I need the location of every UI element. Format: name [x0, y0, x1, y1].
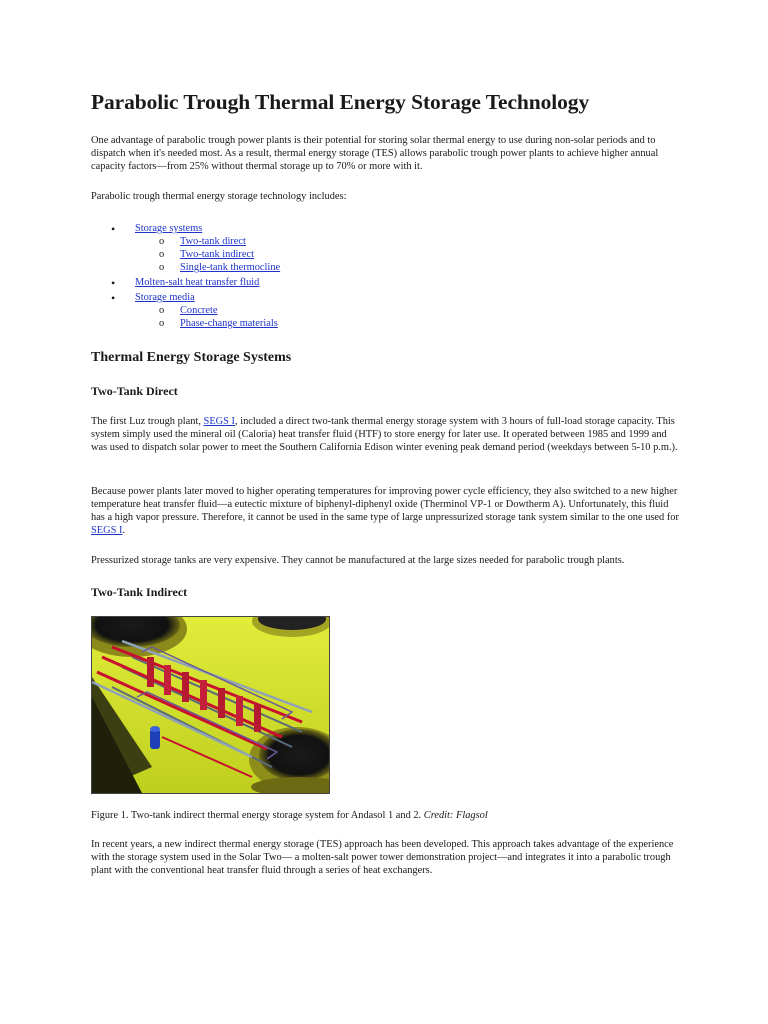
storage-media-link[interactable]: Storage media — [135, 292, 195, 303]
circle-bullet-icon: o — [159, 249, 165, 260]
bullet-icon: • — [111, 276, 116, 290]
includes-paragraph: Parabolic trough thermal energy storage technology includes: — [91, 191, 347, 202]
bullet-icon: • — [111, 291, 116, 305]
bullet-icon: • — [111, 222, 116, 236]
subheading-two-tank-indirect: Two-Tank Indirect — [91, 585, 188, 599]
tes-plant-render-image — [92, 617, 329, 793]
intro-paragraph: One advantage of parabolic trough power plants is their potential for storing solar thermal energy to use during non-solar periods and to dispatch when it's needed most. As a result, thermal energy storage (TES) allows parabolic trough power plants to achieve higher annual capacity factors—from 25% without thermal storage up to 70% or more with it. — [91, 135, 659, 172]
direct-p2-text-post: . — [122, 524, 126, 536]
direct-paragraph-3: Pressurized storage tanks are very expensive. They cannot be manufactured at the large sizes needed for parabolic trough plants. — [91, 555, 625, 566]
section-heading-tes-systems: Thermal Energy Storage Systems — [91, 350, 292, 365]
direct-p1-text-pre: The first Luz trough plant, — [91, 416, 204, 427]
circle-bullet-icon: o — [159, 262, 165, 273]
single-tank-thermocline-link[interactable]: Single-tank thermocline — [180, 262, 281, 273]
circle-bullet-icon: o — [159, 236, 165, 247]
segs-i-link-2[interactable]: SEGS I — [91, 524, 123, 536]
storage-systems-link[interactable]: Storage systems — [135, 223, 203, 234]
subheading-two-tank-direct: Two-Tank Direct — [91, 384, 178, 398]
circle-bullet-icon: o — [159, 305, 165, 316]
concrete-link[interactable]: Concrete — [180, 305, 218, 316]
phase-change-link[interactable]: Phase-change materials — [180, 318, 278, 329]
direct-paragraph-1 — [91, 416, 683, 455]
direct-p2-text-pre: Because power plants later moved to higher operating temperatures for improving power cycle efficiency, they also switched to a new higher temperature heat transfer fluid—a eutectic mixture of biphenyl-diphenyl oxide (Therminol VP-1 or Dowtherm A). Unfortunately, this fluid has a high vapor pressure. Therefore, it cannot be used in the same type of large unpressurized storage tank system similar to the one used for — [91, 486, 679, 523]
circle-bullet-icon: o — [159, 318, 165, 329]
figure-tes-render — [91, 616, 330, 794]
page-title: Parabolic Trough Thermal Energy Storage Technology — [91, 90, 590, 114]
two-tank-indirect-link[interactable]: Two-tank indirect — [180, 249, 255, 260]
segs-i-link[interactable]: SEGS I — [203, 416, 236, 427]
molten-salt-link[interactable]: Molten-salt heat transfer fluid — [135, 277, 260, 288]
caption-credit: Credit: Flagsol — [423, 810, 488, 821]
two-tank-direct-link[interactable]: Two-tank direct — [180, 236, 246, 247]
direct-p1-text-post: , included a direct two-tank thermal energy storage system with 3 hours of full-load storage capacity. This system simply used the mineral oil (Caloria) heat transfer fluid (HTF) to store energy for later use. It operated between 1985 and 1999 and was used to dispatch solar power to meet the Southern California Edison winter evening peak demand period (weekdays between 5-10 p.m.). — [91, 416, 678, 453]
indirect-paragraph-1: In recent years, a new indirect thermal energy storage (TES) approach has been developed. This approach takes advantage of the experience with the storage system used in the Solar Two— a molten-salt power tower demonstration project—and integrates it into a parabolic trough plant with the conventional heat transfer fluid through a series of heat exchangers. — [91, 839, 674, 876]
caption-text: Figure 1. Two-tank indirect thermal energy storage system for Andasol 1 and 2. — [91, 810, 424, 821]
direct-paragraph-2 — [91, 486, 683, 538]
figure-caption — [91, 810, 488, 821]
